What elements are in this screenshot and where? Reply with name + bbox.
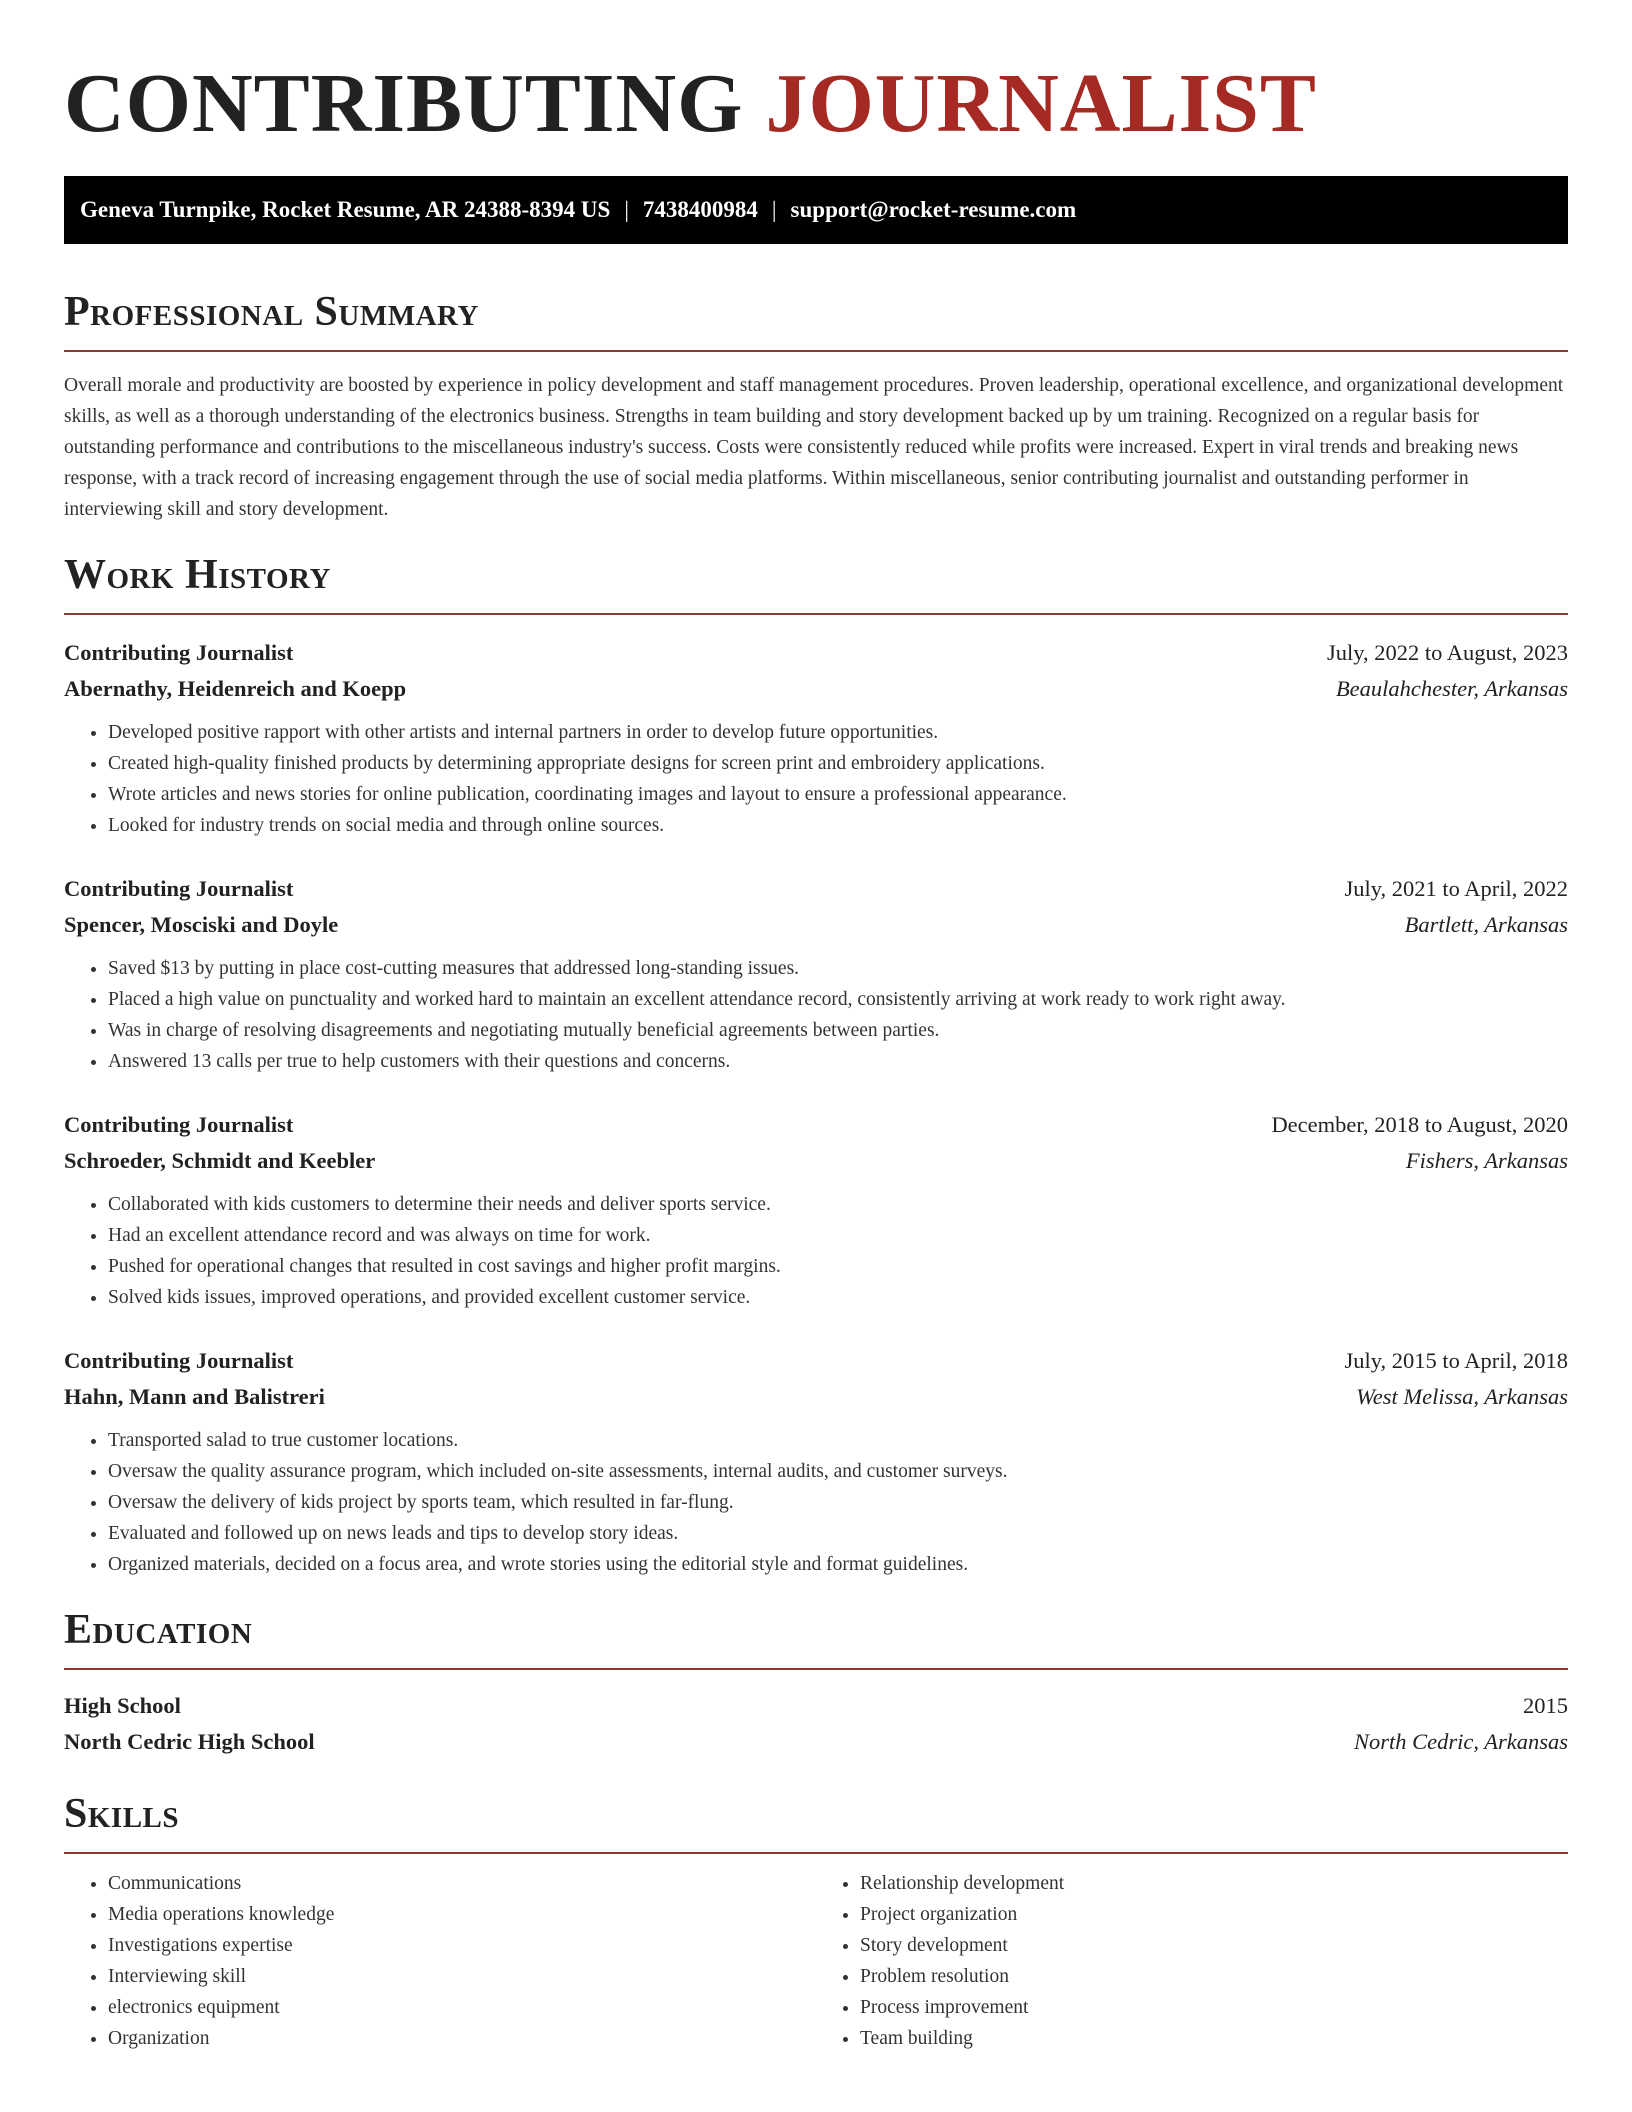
job-dates: December, 2018 to August, 2020 <box>1271 1112 1568 1137</box>
job-bullet: • Collaborated with kids customers to determine their needs and deliver sports service. <box>108 1189 1568 1220</box>
job-company: Spencer, Mosciski and Doyle <box>64 912 339 937</box>
title-main: CONTRIBUTING <box>64 57 744 150</box>
education-school-row <box>64 1724 1568 1760</box>
education-year: 2015 <box>1523 1693 1568 1718</box>
skills-list-right <box>816 1868 1568 2054</box>
job-title: Contributing Journalist <box>64 876 294 901</box>
job-bullet: • Pushed for operational changes that resulted in cost savings and higher profit margins. <box>108 1251 1568 1282</box>
section-divider <box>64 1852 1568 1854</box>
education-school: North Cedric High School <box>64 1729 315 1754</box>
skill-item: • Investigations expertise <box>108 1930 816 1961</box>
job-title: Contributing Journalist <box>64 640 294 665</box>
job-bullet: • Saved $13 by putting in place cost-cutting measures that addressed long-standing issues. <box>108 953 1568 984</box>
skill-item: • Process improvement <box>860 1992 1568 2023</box>
job-company-row <box>64 1143 1568 1179</box>
skill-item: • electronics equipment <box>108 1992 816 2023</box>
education-location: North Cedric, Arkansas <box>1354 1729 1568 1754</box>
job-bullet: • Organized materials, decided on a focus area, and wrote stories using the editorial style and format guidelines. <box>108 1549 1568 1580</box>
job-dates: July, 2022 to August, 2023 <box>1326 640 1568 665</box>
contact-bar <box>64 176 1568 244</box>
job-bullet: • Created high-quality finished products by determining appropriate designs for screen print and embroidery applications. <box>108 748 1568 779</box>
job-company: Hahn, Mann and Balistreri <box>64 1384 325 1409</box>
job-bullet: • Oversaw the delivery of kids project by sports team, which resulted in far-flung. <box>108 1487 1568 1518</box>
resume-title <box>64 56 1568 152</box>
section-heading-summary: Professional Summary <box>64 289 479 335</box>
contact-separator: | <box>624 197 629 222</box>
job-entry <box>64 635 1568 841</box>
skills-section <box>64 1790 1568 2054</box>
skill-item: • Media operations knowledge <box>108 1899 816 1930</box>
section-heading-work: Work History <box>64 552 331 598</box>
skill-item: • Team building <box>860 2023 1568 2054</box>
job-bullet: • Wrote articles and news stories for online publication, coordinating images and layout to ensure a professional appearance. <box>108 779 1568 810</box>
job-title: Contributing Journalist <box>64 1112 294 1137</box>
job-company-row <box>64 671 1568 707</box>
contact-email: support@rocket-resume.com <box>790 197 1077 222</box>
work-history-section <box>64 551 1568 1580</box>
job-bullet: • Evaluated and followed up on news leads and tips to develop story ideas. <box>108 1518 1568 1549</box>
skill-item: • Communications <box>108 1868 816 1899</box>
job-bullets <box>64 1425 1568 1580</box>
skill-item: • Problem resolution <box>860 1961 1568 1992</box>
job-bullets <box>64 1189 1568 1313</box>
job-entry <box>64 1107 1568 1313</box>
job-location: Fishers, Arkansas <box>1405 1148 1568 1173</box>
education-entry <box>64 1688 1568 1760</box>
job-entry <box>64 1343 1568 1580</box>
contact-separator: | <box>771 197 777 222</box>
job-company-row <box>64 1379 1568 1415</box>
job-location: Bartlett, Arkansas <box>1404 912 1568 937</box>
job-bullet: • Answered 13 calls per true to help customers with their questions and concerns. <box>108 1046 1568 1077</box>
section-heading-skills: Skills <box>64 1791 180 1837</box>
section-divider <box>64 1668 1568 1670</box>
job-bullet: • Transported salad to true customer locations. <box>108 1425 1568 1456</box>
section-divider <box>64 613 1568 615</box>
section-heading-education: Education <box>64 1607 253 1653</box>
education-degree: High School <box>64 1693 181 1718</box>
skills-list-left <box>64 1868 816 2054</box>
job-bullets <box>64 717 1568 841</box>
education-section <box>64 1606 1568 1760</box>
job-location: West Melissa, Arkansas <box>1356 1384 1568 1409</box>
job-dates: July, 2015 to April, 2018 <box>1344 1348 1568 1373</box>
job-bullet: • Looked for industry trends on social media and through online sources. <box>108 810 1568 841</box>
title-accent: JOURNALIST <box>765 57 1317 150</box>
skill-item: • Story development <box>860 1930 1568 1961</box>
job-location: Beaulahchester, Arkansas <box>1335 676 1568 701</box>
summary-text: Overall morale and productivity are boosted by experience in policy development and staff management procedures. Proven leadership, operational excellence, and organizational development skills, as well as a thorough understanding of the electronics business. Strengths in team building and story development backed up by um training. Recognized on a regular basis for outstanding performance and contributions to the miscellaneous industry's success. Costs were consistently reduced while profits were increased. Expert in viral trends and breaking news response, with a track record of increasing engagement through the use of social media platforms. Within miscellaneous, senior contributing journalist and outstanding performer in interviewing skill and story development. <box>64 375 1564 520</box>
job-bullets <box>64 953 1568 1077</box>
job-company-row <box>64 907 1568 943</box>
contact-phone: 7438400984 <box>642 197 758 222</box>
job-bullet: • Solved kids issues, improved operations, and provided excellent customer service. <box>108 1282 1568 1313</box>
job-header-row <box>64 635 1568 671</box>
skill-item: • Organization <box>108 2023 816 2054</box>
job-title: Contributing Journalist <box>64 1348 294 1373</box>
skill-item: • Interviewing skill <box>108 1961 816 1992</box>
job-header-row <box>64 871 1568 907</box>
job-entry <box>64 871 1568 1077</box>
skill-item: • Relationship development <box>860 1868 1568 1899</box>
job-dates: July, 2021 to April, 2022 <box>1344 876 1568 901</box>
job-bullet: • Had an excellent attendance record and was always on time for work. <box>108 1220 1568 1251</box>
section-divider <box>64 350 1568 352</box>
job-company: Schroeder, Schmidt and Keebler <box>64 1148 376 1173</box>
job-bullet: • Developed positive rapport with other artists and internal partners in order to develop future opportunities. <box>108 717 1568 748</box>
skills-grid <box>64 1868 1568 2054</box>
skill-item: • Project organization <box>860 1899 1568 1930</box>
job-bullet: • Oversaw the quality assurance program, which included on-site assessments, internal audits, and customer surveys. <box>108 1456 1568 1487</box>
job-company: Abernathy, Heidenreich and Koepp <box>64 676 407 701</box>
job-header-row <box>64 1343 1568 1379</box>
job-bullet: • Was in charge of resolving disagreements and negotiating mutually beneficial agreements between parties. <box>108 1015 1568 1046</box>
professional-summary-section <box>64 288 1568 525</box>
job-bullet: • Placed a high value on punctuality and worked hard to maintain an excellent attendance record, consistently arriving at work ready to work right away. <box>108 984 1568 1015</box>
contact-address: Geneva Turnpike, Rocket Resume, AR 24388-8394 US <box>80 197 611 222</box>
job-header-row <box>64 1107 1568 1143</box>
education-degree-row <box>64 1688 1568 1724</box>
